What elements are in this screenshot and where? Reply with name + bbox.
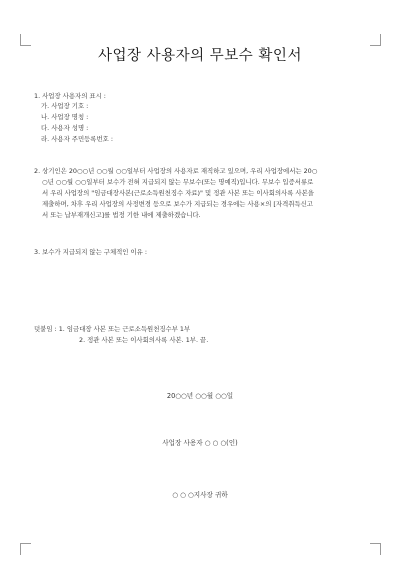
section1-item-resident-number: 라. 사용자 주민등록번호 : — [41, 135, 114, 143]
section1-item-employer-name: 다. 사용자 성명 : — [41, 124, 89, 132]
section2-paragraph — [34, 166, 374, 221]
section2-line: 서 우리 사업장의 "임금대장사본(근로소득원천징수 자료)" 및 정관 사본 또는 이사회의사록 사본을 — [42, 189, 314, 197]
section3-heading: 3. 보수가 지급되지 않는 구체적인 이유 : — [34, 248, 148, 256]
section2-line: 제출하며, 차후 우리 사업장의 사정변경 등으로 보수가 지급되는 경우에는 사용×의 [자격취득신고 — [42, 200, 313, 208]
section1-item-business-code: 가. 사업장 기호 : — [41, 102, 89, 110]
section1-item-business-name: 나. 사업장 명칭 : — [41, 113, 89, 121]
crop-mark-bottom-right — [369, 544, 381, 555]
attachments-line-2: 2. 정관 사본 또는 이사회의사록 사본. 1부. 끝. — [79, 336, 209, 344]
recipient: ○ ○ ○지사장 귀하 — [172, 491, 228, 499]
employer-signature: 사업장 사용자 ○ ○ ○(인) — [162, 439, 238, 447]
crop-mark-bottom-left — [20, 544, 32, 555]
document-title: 사업장 사용자의 무보수 확인서 — [98, 48, 302, 64]
section2-line: 2. 상기인은 20○○년 ○○월 ○○일부터 사업장의 사용자로 재직하고 있으며, 우리 사업장에서는 20○ — [34, 167, 318, 175]
attachments-line-1: 덧붙임 : 1. 임금대장 사본 또는 근로소득원천징수부 1부 — [34, 325, 191, 333]
section1-heading: 1. 사업장 사용자의 표시 : — [34, 92, 106, 100]
section2-line: 서 또는 납부재개신고]를 법정 기한 내에 제출하겠습니다. — [42, 211, 201, 219]
section2-line: ○년 ○○월 ○○일부터 보수가 전혀 지급되지 않는 무보수(또는 명예직)입니다. 무보수 입증서류로 — [42, 178, 314, 186]
issue-date: 20○○년 ○○월 ○○일 — [166, 392, 234, 400]
